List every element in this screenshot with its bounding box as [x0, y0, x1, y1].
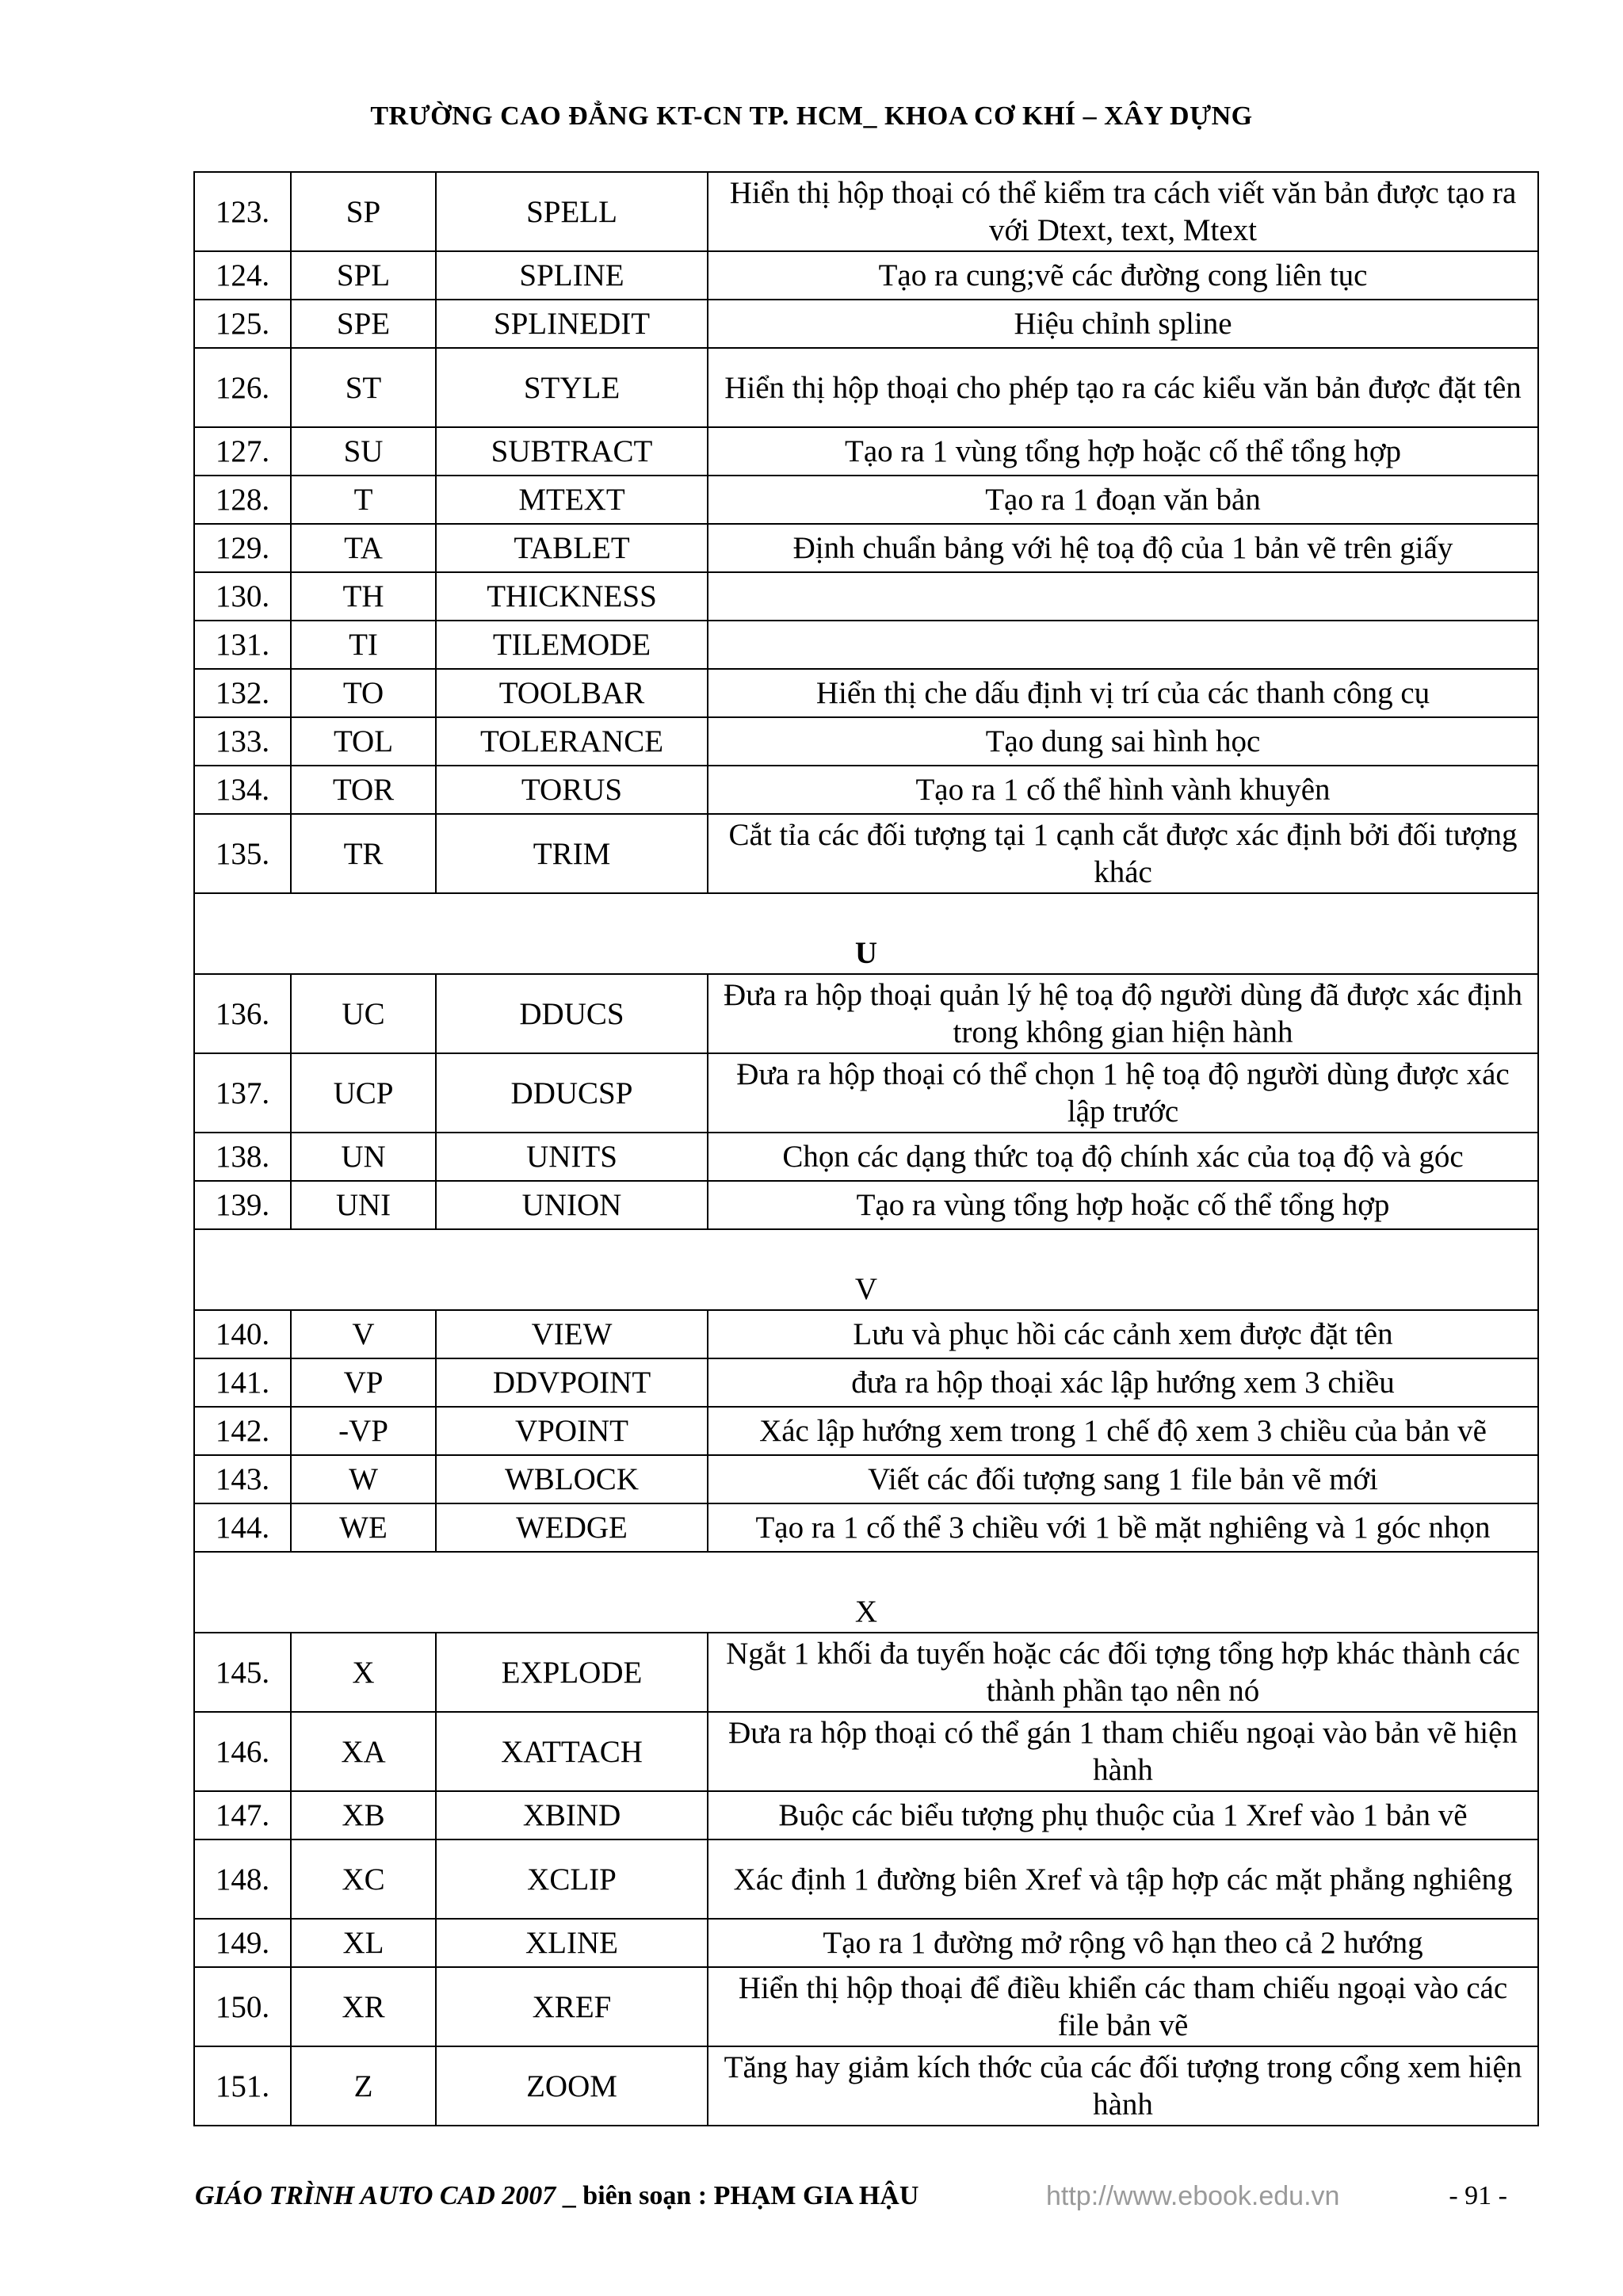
section-row: [194, 1552, 1538, 1633]
command-name: WEDGE: [436, 1503, 708, 1552]
row-number: 145.: [194, 1633, 291, 1712]
command-name: STYLE: [436, 348, 708, 427]
footer-book-title: GIÁO TRÌNH AUTO CAD 2007: [195, 2181, 556, 2210]
command-alias: Z: [291, 2046, 436, 2126]
command-alias: UN: [291, 1133, 436, 1181]
command-alias: SPL: [291, 251, 436, 300]
row-number: 123.: [194, 172, 291, 251]
section-row: [194, 1229, 1538, 1310]
table-row: [194, 300, 1538, 348]
command-alias: XL: [291, 1919, 436, 1967]
command-alias: TO: [291, 669, 436, 717]
command-name: UNION: [436, 1181, 708, 1229]
table-row: [194, 1839, 1538, 1919]
row-number: 125.: [194, 300, 291, 348]
command-alias: UNI: [291, 1181, 436, 1229]
command-name: TORUS: [436, 766, 708, 814]
command-description: Tạo ra 1 cố thể hình vành khuyên: [708, 766, 1538, 814]
footer-author: PHẠM GIA HẬU: [713, 2181, 919, 2210]
section-letter: V: [194, 1229, 1538, 1310]
command-name: VIEW: [436, 1310, 708, 1358]
row-number: 135.: [194, 814, 291, 893]
command-alias: TA: [291, 524, 436, 572]
command-description: Tạo ra 1 đoạn văn bản: [708, 476, 1538, 524]
table-row: [194, 476, 1538, 524]
command-alias: X: [291, 1633, 436, 1712]
command-description: [708, 621, 1538, 669]
command-description: Đưa ra hộp thoại có thể gán 1 tham chiếu ngoại vào bản vẽ hiện hành: [708, 1712, 1538, 1791]
command-alias: -VP: [291, 1407, 436, 1455]
row-number: 148.: [194, 1839, 291, 1919]
command-alias: TH: [291, 572, 436, 621]
command-name: TOOLBAR: [436, 669, 708, 717]
command-description: Chọn các dạng thức toạ độ chính xác của toạ độ và góc: [708, 1133, 1538, 1181]
section-row: [194, 893, 1538, 974]
row-number: 144.: [194, 1503, 291, 1552]
row-number: 130.: [194, 572, 291, 621]
command-name: TILEMODE: [436, 621, 708, 669]
command-alias: UCP: [291, 1053, 436, 1133]
row-number: 128.: [194, 476, 291, 524]
command-name: XCLIP: [436, 1839, 708, 1919]
command-alias: XB: [291, 1791, 436, 1839]
table-row: [194, 1455, 1538, 1503]
table-row: [194, 717, 1538, 766]
page-number: - 91 -: [1449, 2181, 1507, 2210]
row-number: 139.: [194, 1181, 291, 1229]
row-number: 131.: [194, 621, 291, 669]
command-description: Viết các đối tượng sang 1 file bản vẽ mới: [708, 1455, 1538, 1503]
command-alias: UC: [291, 974, 436, 1053]
command-alias: TOL: [291, 717, 436, 766]
table-row: [194, 427, 1538, 476]
row-number: 143.: [194, 1455, 291, 1503]
command-table: [193, 171, 1539, 2126]
table-row: [194, 669, 1538, 717]
table-row: [194, 251, 1538, 300]
row-number: 142.: [194, 1407, 291, 1455]
table-row: [194, 1919, 1538, 1967]
table-row: [194, 621, 1538, 669]
command-alias: XA: [291, 1712, 436, 1791]
command-description: Xác định 1 đường biên Xref và tập hợp các mặt phẳng nghiêng: [708, 1839, 1538, 1919]
table-row: [194, 814, 1538, 893]
command-name: VPOINT: [436, 1407, 708, 1455]
command-description: Tăng hay giảm kích thớc của các đối tượng trong cổng xem hiện hành: [708, 2046, 1538, 2126]
command-table-body: [194, 172, 1538, 2126]
command-description: [708, 572, 1538, 621]
command-alias: SU: [291, 427, 436, 476]
command-name: XLINE: [436, 1919, 708, 1967]
command-name: SPELL: [436, 172, 708, 251]
command-name: WBLOCK: [436, 1455, 708, 1503]
row-number: 126.: [194, 348, 291, 427]
table-row: [194, 1310, 1538, 1358]
command-description: Tạo ra vùng tổng hợp hoặc cố thể tổng hợp: [708, 1181, 1538, 1229]
command-name: ZOOM: [436, 2046, 708, 2126]
row-number: 146.: [194, 1712, 291, 1791]
table-row: [194, 348, 1538, 427]
row-number: 124.: [194, 251, 291, 300]
command-description: Cắt tỉa các đối tượng tại 1 cạnh cắt được xác định bởi đối tượng khác: [708, 814, 1538, 893]
table-row: [194, 1503, 1538, 1552]
command-description: Hiển thị hộp thoại để điều khiển các tham chiếu ngoại vào các file bản vẽ: [708, 1967, 1538, 2046]
command-name: XATTACH: [436, 1712, 708, 1791]
row-number: 134.: [194, 766, 291, 814]
page-footer: [195, 2181, 1542, 2221]
command-name: UNITS: [436, 1133, 708, 1181]
footer-credit: [195, 2181, 918, 2211]
row-number: 147.: [194, 1791, 291, 1839]
section-letter: X: [194, 1552, 1538, 1633]
table-row: [194, 172, 1538, 251]
command-name: TABLET: [436, 524, 708, 572]
row-number: 150.: [194, 1967, 291, 2046]
row-number: 127.: [194, 427, 291, 476]
row-number: 137.: [194, 1053, 291, 1133]
command-alias: SP: [291, 172, 436, 251]
table-row: [194, 766, 1538, 814]
command-description: Xác lập hướng xem trong 1 chế độ xem 3 chiều của bản vẽ: [708, 1407, 1538, 1455]
command-description: Tạo ra cung;vẽ các đường cong liên tục: [708, 251, 1538, 300]
command-alias: T: [291, 476, 436, 524]
command-description: Tạo ra 1 cố thể 3 chiều với 1 bề mặt nghiêng và 1 góc nhọn: [708, 1503, 1538, 1552]
command-alias: XC: [291, 1839, 436, 1919]
table-row: [194, 1133, 1538, 1181]
command-alias: TOR: [291, 766, 436, 814]
table-row: [194, 1358, 1538, 1407]
table-row: [194, 1053, 1538, 1133]
table-row: [194, 2046, 1538, 2126]
row-number: 140.: [194, 1310, 291, 1358]
table-row: [194, 974, 1538, 1053]
command-description: Lưu và phục hồi các cảnh xem được đặt tên: [708, 1310, 1538, 1358]
command-alias: WE: [291, 1503, 436, 1552]
command-alias: XR: [291, 1967, 436, 2046]
command-name: SPLINEDIT: [436, 300, 708, 348]
command-description: Hiển thị hộp thoại có thể kiểm tra cách viết văn bản được tạo ra với Dtext, text, Mtext: [708, 172, 1538, 251]
command-description: Đưa ra hộp thoại quản lý hệ toạ độ người dùng đã được xác định trong không gian hiện hành: [708, 974, 1538, 1053]
page-header: TRƯỜNG CAO ĐẲNG KT-CN TP. HCM_ KHOA CƠ KHÍ – XÂY DỰNG: [370, 101, 1253, 131]
command-description: Tạo ra 1 đường mở rộng vô hạn theo cả 2 hướng: [708, 1919, 1538, 1967]
command-name: EXPLODE: [436, 1633, 708, 1712]
command-description: Hiệu chỉnh spline: [708, 300, 1538, 348]
table-row: [194, 1407, 1538, 1455]
command-description: đưa ra hộp thoại xác lập hướng xem 3 chiều: [708, 1358, 1538, 1407]
command-name: THICKNESS: [436, 572, 708, 621]
section-letter: U: [194, 893, 1538, 974]
row-number: 129.: [194, 524, 291, 572]
row-number: 133.: [194, 717, 291, 766]
table-row: [194, 1712, 1538, 1791]
command-alias: ST: [291, 348, 436, 427]
row-number: 151.: [194, 2046, 291, 2126]
command-alias: TR: [291, 814, 436, 893]
command-alias: SPE: [291, 300, 436, 348]
table-row: [194, 572, 1538, 621]
command-alias: W: [291, 1455, 436, 1503]
command-description: Hiển thị hộp thoại cho phép tạo ra các kiểu văn bản được đặt tên: [708, 348, 1538, 427]
command-description: Tạo dung sai hình học: [708, 717, 1538, 766]
footer-separator: _ biên soạn :: [556, 2181, 714, 2210]
table-row: [194, 1967, 1538, 2046]
command-name: DDUCSP: [436, 1053, 708, 1133]
command-description: Tạo ra 1 vùng tổng hợp hoặc cố thể tổng hợp: [708, 427, 1538, 476]
command-description: Đưa ra hộp thoại có thể chọn 1 hệ toạ độ người dùng được xác lập trước: [708, 1053, 1538, 1133]
row-number: 149.: [194, 1919, 291, 1967]
command-description: Ngắt 1 khối đa tuyến hoặc các đối tợng tổng hợp khác thành các thành phần tạo nên nó: [708, 1633, 1538, 1712]
command-name: SPLINE: [436, 251, 708, 300]
table-row: [194, 1181, 1538, 1229]
row-number: 132.: [194, 669, 291, 717]
command-name: DDUCS: [436, 974, 708, 1053]
row-number: 138.: [194, 1133, 291, 1181]
command-name: TRIM: [436, 814, 708, 893]
command-name: DDVPOINT: [436, 1358, 708, 1407]
table-row: [194, 1791, 1538, 1839]
command-description: Hiển thị che dấu định vị trí của các thanh công cụ: [708, 669, 1538, 717]
command-name: XBIND: [436, 1791, 708, 1839]
command-description: Định chuẩn bảng với hệ toạ độ của 1 bản vẽ trên giấy: [708, 524, 1538, 572]
command-name: MTEXT: [436, 476, 708, 524]
command-name: SUBTRACT: [436, 427, 708, 476]
command-alias: TI: [291, 621, 436, 669]
command-name: TOLERANCE: [436, 717, 708, 766]
row-number: 136.: [194, 974, 291, 1053]
table-row: [194, 1633, 1538, 1712]
command-alias: VP: [291, 1358, 436, 1407]
command-description: Buộc các biểu tượng phụ thuộc của 1 Xref vào 1 bản vẽ: [708, 1791, 1538, 1839]
row-number: 141.: [194, 1358, 291, 1407]
command-alias: V: [291, 1310, 436, 1358]
table-row: [194, 524, 1538, 572]
footer-url[interactable]: http://www.ebook.edu.vn: [1046, 2181, 1340, 2211]
command-name: XREF: [436, 1967, 708, 2046]
